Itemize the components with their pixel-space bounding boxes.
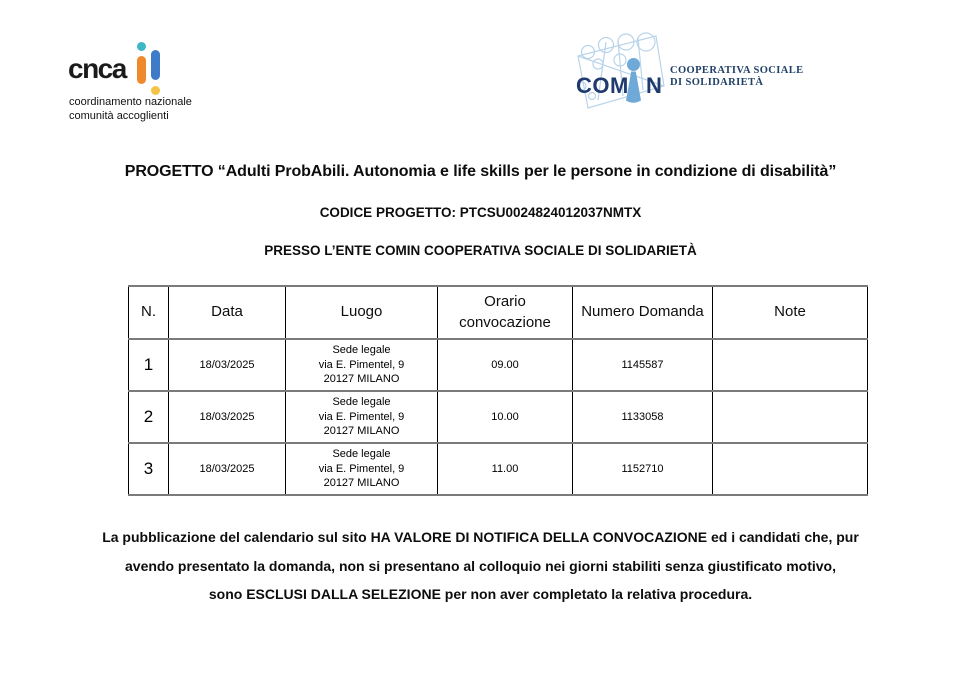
cell-data: 18/03/2025	[169, 443, 286, 495]
cnca-yellow-dot-icon	[151, 86, 160, 95]
notice-line1: La pubblicazione del calendario sul sito HA VALORE DI NOTIFICA DELLA CONVOCAZIONE ed i candidati che, pur	[102, 529, 859, 545]
convocation-table	[128, 285, 868, 496]
cell-n: 2	[129, 391, 169, 443]
comin-wordmark-n: N	[646, 73, 663, 98]
luogo-line2: via E. Pimentel, 9	[318, 410, 405, 423]
column-header-luogo: Luogo	[286, 286, 438, 339]
cell-note	[713, 443, 868, 495]
cnca-teal-dot-icon	[137, 42, 146, 51]
column-header-numero: Numero Domanda	[573, 286, 713, 339]
cell-orario: 09.00	[438, 339, 573, 391]
comin-tagline	[670, 65, 804, 88]
column-header-data: Data	[169, 286, 286, 339]
column-header-orario: Orario convocazione	[438, 286, 573, 339]
cell-numero: 1145587	[573, 339, 713, 391]
cell-luogo	[286, 443, 438, 495]
cnca-blue-bar-icon	[151, 50, 160, 80]
notice-line2: avendo presentato la domanda, non si presentano al colloquio nei giorni stabiliti senza giustificato motivo,	[125, 557, 836, 574]
cell-data: 18/03/2025	[169, 391, 286, 443]
table-row	[129, 443, 868, 495]
comin-logo	[568, 28, 828, 118]
comin-tagline-line2: DI SOLIDARIETÀ	[670, 76, 764, 88]
table-row	[129, 339, 868, 391]
cnca-orange-bar-icon	[137, 56, 146, 84]
cell-orario: 11.00	[438, 443, 573, 495]
column-header-n: N.	[129, 286, 169, 339]
column-header-note: Note	[713, 286, 868, 339]
notice-line3: sono ESCLUSI DALLA SELEZIONE per non aver completato la relativa procedura.	[208, 586, 753, 602]
cell-luogo	[286, 339, 438, 391]
table-row	[129, 391, 868, 443]
luogo-line3: 20127 MILANO	[323, 477, 400, 490]
cnca-logo	[68, 42, 258, 128]
table-header-row	[129, 286, 868, 339]
cell-note	[713, 339, 868, 391]
luogo-line2: via E. Pimentel, 9	[318, 358, 405, 371]
comin-tagline-line1: COOPERATIVA SOCIALE	[670, 65, 804, 76]
cell-numero: 1152710	[573, 443, 713, 495]
cnca-tagline-line2: comunità accoglienti	[69, 110, 169, 122]
cnca-logo-mark-icon	[126, 42, 166, 100]
luogo-line2: via E. Pimentel, 9	[318, 462, 405, 475]
entity-line: PRESSO L’ENTE COMIN COOPERATIVA SOCIALE DI SOLIDARIETÀ	[264, 243, 697, 258]
project-title: PROGETTO “Adulti ProbAbili. Autonomia e life skills per le persone in condizione di disabilità”	[124, 163, 837, 180]
cell-orario: 10.00	[438, 391, 573, 443]
cnca-logo-row	[68, 42, 258, 100]
luogo-line1: Sede legale	[332, 396, 391, 409]
comin-wordmark-com: COM	[576, 73, 629, 98]
notice-paragraph	[40, 523, 921, 609]
project-code-line: CODICE PROGETTO: PTCSU0024824012037NMTX	[319, 205, 642, 220]
luogo-line1: Sede legale	[332, 448, 391, 461]
cell-n: 1	[129, 339, 169, 391]
cnca-wordmark: cnca	[68, 53, 126, 84]
luogo-line1: Sede legale	[332, 344, 391, 357]
cnca-tagline-line1: coordinamento nazionale	[69, 96, 192, 108]
cell-note	[713, 391, 868, 443]
cell-n: 3	[129, 443, 169, 495]
cell-luogo	[286, 391, 438, 443]
luogo-line3: 20127 MILANO	[323, 373, 400, 386]
cell-numero: 1133058	[573, 391, 713, 443]
comin-lighthouse-figure-icon	[623, 58, 644, 105]
cell-data: 18/03/2025	[169, 339, 286, 391]
cnca-tagline	[69, 95, 192, 123]
luogo-line3: 20127 MILANO	[323, 425, 400, 438]
